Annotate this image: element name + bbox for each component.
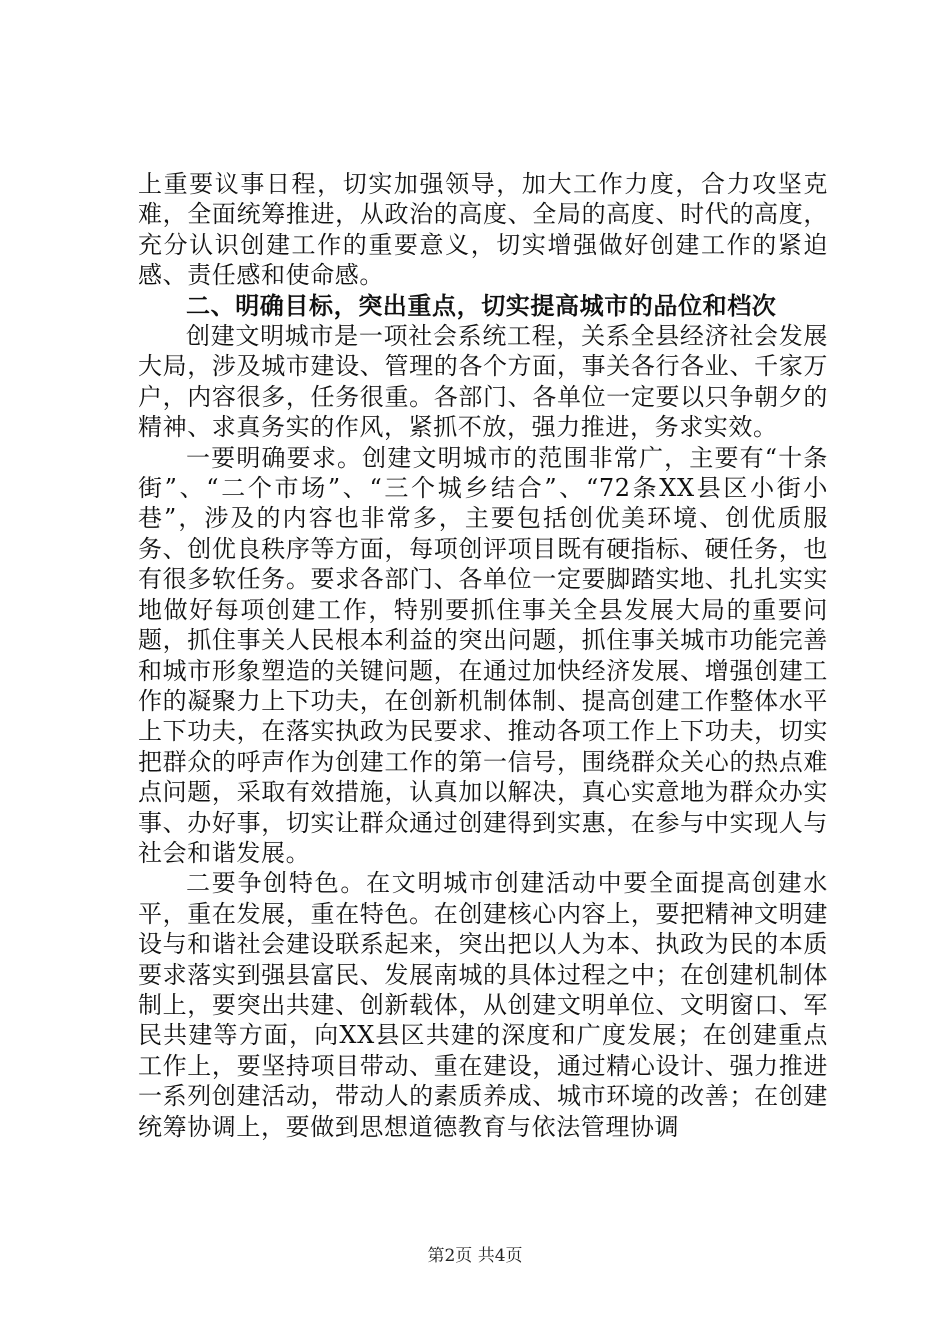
document-body <box>138 169 828 1142</box>
paragraph-intro: 创建文明城市是一项社会系统工程，关系全县经济社会发展大局，涉及城市建设、管理的各个方面，事关各行各业、千家万户，内容很多，任务很重。各部门、各单位一定要以只争朝夕的精神、求真务实的作风，紧抓不放，强力推进，务求实效。 <box>138 322 828 442</box>
section-heading: 二、明确目标，突出重点，切实提高城市的品位和档次 <box>186 290 777 320</box>
paragraph-continuation: 上重要议事日程，切实加强领导，加大工作力度，合力攻坚克难，全面统筹推进，从政治的高度、全局的高度、时代的高度，充分认识创建工作的重要意义，切实增强做好创建工作的紧迫感、责任感和使命感。 <box>138 170 828 290</box>
paragraph-requirements: 一要明确要求。创建文明城市的范围非常广，主要有“十条街”、“二个市场”、“三个城乡结合”、“72条XX县区小街小巷”，涉及的内容也非常多，主要包括创优美环境、创优质服务、创优良秩序等方面，每项创评项目既有硬指标、硬任务，也有很多软任务。要求各部门、各单位一定要脚踏实地、扎扎实实地做好每项创建工作，特别要抓住事关全县发展大局的重要问题，抓住事关人民根本利益的突出问题，抓住事关城市功能完善和城市形象塑造的关键问题，在通过加快经济发展、增强创建工作的凝聚力上下功夫，在创新机制体制、提高创建工作整体水平上下功夫，在落实执政为民要求、推动各项工作上下功夫，切实把群众的呼声作为创建工作的第一信号，围绕群众关心的热点难点问题，采取有效措施，认真加以解决，真心实意地为群众办实事、办好事，切实让群众通过创建得到实惠，在参与中实现人与社会和谐发展。 <box>138 443 828 867</box>
page-number-footer: 第2页 共4页 <box>427 1246 523 1266</box>
paragraph-features: 二要争创特色。在文明城市创建活动中要全面提高创建水平，重在发展，重在特色。在创建核心内容上，要把精神文明建设与和谐社会建设联系起来，突出把以人为本、执政为民的本质要求落实到强县富民、发展南城的具体过程之中；在创建机制体制上，要突出共建、创新载体，从创建文明单位、文明窗口、军民共建等方面，向XX县区共建的深度和广度发展；在创建重点工作上，要坚持项目带动、重在建设，通过精心设计、强力推进一系列创建活动，带动人的素质养成、城市环境的改善；在创建统筹协调上，要做到思想道德教育与依法管理协调 <box>138 869 828 1141</box>
